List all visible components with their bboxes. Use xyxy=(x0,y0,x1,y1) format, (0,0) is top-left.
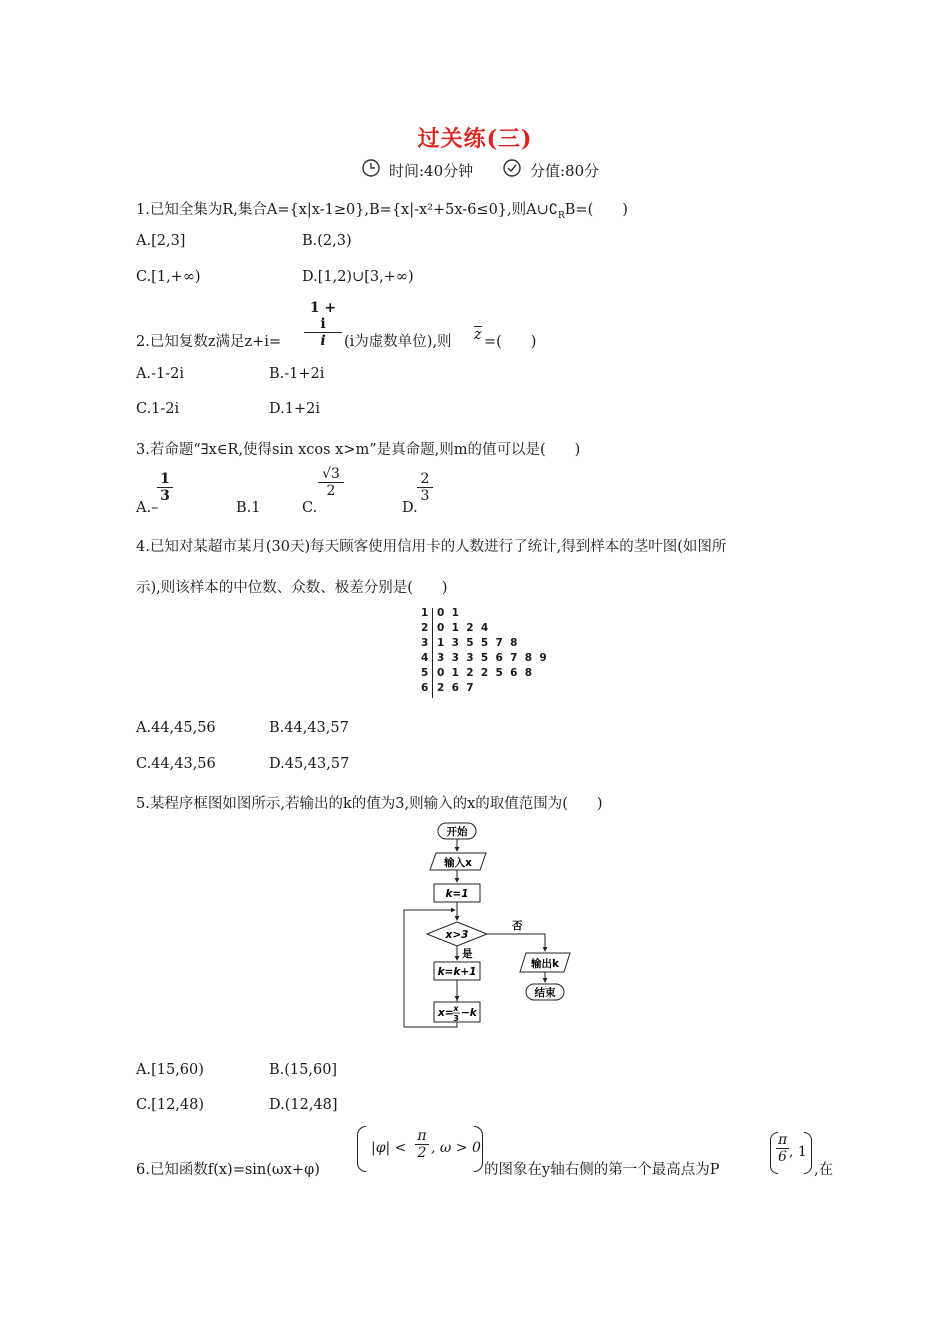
q5-option-a[interactable]: A.[15,60) xyxy=(136,1062,204,1078)
q3-option-a[interactable] xyxy=(136,500,158,516)
check-circle-icon xyxy=(502,158,522,182)
question-1-tail: B=( ) xyxy=(564,202,628,218)
q6-cond-b: , ω > 0 xyxy=(431,1140,481,1156)
flow-input-label: 输入x xyxy=(444,857,472,869)
q1-option-d[interactable]: D.[1,2)∪[3,+∞) xyxy=(302,269,414,285)
time-limit: 时间:40分钟 xyxy=(389,162,474,180)
q5-option-b[interactable]: B.(15,60] xyxy=(269,1062,338,1078)
q2-fraction-denominator: i xyxy=(320,333,326,349)
flow-assign-pre: x= xyxy=(438,1007,454,1019)
flow-decision-label: x>3 xyxy=(445,929,469,941)
q6-pi: π xyxy=(417,1128,427,1144)
stem-value: 1 xyxy=(421,607,429,619)
page-title: 过关练(三) xyxy=(417,126,533,152)
leaf-values: 0 1 2 2 5 6 8 xyxy=(437,667,533,679)
q2-option-c[interactable]: C.1-2i xyxy=(136,401,180,417)
leaf-values: 3 3 3 5 6 7 8 9 xyxy=(437,652,547,664)
q3-d-numerator: 2 xyxy=(420,471,430,487)
flow-increment-label: k=k+1 xyxy=(437,966,477,978)
clock-icon xyxy=(361,158,381,182)
q6-stem-pre: 6.已知函数f(x)=sin(ωx+φ) xyxy=(136,1162,320,1178)
q2-option-d[interactable]: D.1+2i xyxy=(269,401,320,417)
flow-assign-den: 3 xyxy=(453,1014,459,1023)
q2-stem-mid: (i为虚数单位),则 xyxy=(344,334,452,350)
flow-output-label: 输出k xyxy=(531,958,559,970)
leaf-values: 0 1 2 4 xyxy=(437,622,489,634)
flow-end-label: 结束 xyxy=(534,987,556,999)
q2-stem-tail: =( ) xyxy=(484,334,537,350)
q5-option-d[interactable]: D.(12,48] xyxy=(269,1097,338,1113)
q6-p-den: 6 xyxy=(778,1149,787,1165)
q2-fraction-numerator: 1 + i xyxy=(309,300,337,332)
q2-conjugate-z: z xyxy=(474,327,482,343)
flowchart xyxy=(400,818,580,1037)
q3-option-d-fraction xyxy=(417,471,433,504)
q4-option-b[interactable]: B.44,43,57 xyxy=(269,720,349,736)
q2-option-a[interactable]: A.-1-2i xyxy=(136,366,184,382)
q3-a-denominator: 3 xyxy=(160,488,170,504)
question-1-stem: 1.已知全集为R,集合A={x|x-1≥0},B={x|-x²+5x-6≤0},则A∪∁ xyxy=(136,202,558,218)
q6-p-num: π xyxy=(778,1132,788,1148)
question-1-subscript: R xyxy=(558,210,565,221)
stem-value: 6 xyxy=(421,682,429,694)
total-score: 分值:80分 xyxy=(530,162,600,180)
q3-d-denominator: 3 xyxy=(420,488,430,504)
q6-stem-tail: ,在 xyxy=(814,1162,834,1178)
q6-pi-over-six xyxy=(776,1132,789,1165)
leaf-values: 1 3 5 5 7 8 xyxy=(437,637,518,649)
q3-option-c-fraction xyxy=(318,466,344,499)
q6-condition xyxy=(357,1126,483,1174)
q3-option-c[interactable]: C. xyxy=(302,500,318,516)
question-1 xyxy=(136,198,628,221)
q6-point-p xyxy=(770,1132,812,1176)
q4-option-a[interactable]: A.44,45,56 xyxy=(136,720,216,736)
flow-assign-num: x xyxy=(453,1004,459,1013)
q3-c-denominator: 2 xyxy=(326,483,336,499)
flow-yes-label: 是 xyxy=(462,948,473,960)
q3-c-numerator: √3 xyxy=(322,466,340,482)
q3-option-b[interactable]: B.1 xyxy=(236,500,261,516)
q1-option-a[interactable]: A.[2,3] xyxy=(136,233,186,249)
q1-option-c[interactable]: C.[1,+∞) xyxy=(136,269,201,285)
q3-option-a-label: A. xyxy=(136,500,152,516)
q3-a-numerator: 1 xyxy=(160,471,170,487)
q2-option-b[interactable]: B.-1+2i xyxy=(269,366,325,382)
q4-option-d[interactable]: D.45,43,57 xyxy=(269,756,350,772)
q1-option-b[interactable]: B.(2,3) xyxy=(302,233,352,249)
q6-pi-over-two xyxy=(415,1128,429,1161)
flow-init-label: k=1 xyxy=(445,888,469,900)
question-4-line-1: 4.已知对某超市某月(30天)每天顾客使用信用卡的人数进行了统计,得到样本的茎叶图(如图所 xyxy=(136,539,727,555)
flow-start-label: 开始 xyxy=(446,826,468,838)
question-4-line-2: 示),则该样本的中位数、众数、极差分别是( ) xyxy=(136,580,448,596)
q3-option-a-fraction xyxy=(157,471,173,504)
q6-stem-mid: 的图象在y轴右侧的第一个最高点为P xyxy=(484,1162,720,1178)
q5-option-c[interactable]: C.[12,48) xyxy=(136,1097,205,1113)
leaf-values: 0 1 xyxy=(437,607,459,619)
question-5: 5.某程序框图如图所示,若输出的k的值为3,则输入的x的取值范围为( ) xyxy=(136,796,603,812)
q3-option-a-sign: – xyxy=(151,500,159,516)
stem-value: 2 xyxy=(421,622,429,634)
q4-option-c[interactable]: C.44,43,56 xyxy=(136,756,216,772)
q6-p-b: , 1 xyxy=(789,1144,807,1160)
q2-stem-pre: 2.已知复数z满足z+i= xyxy=(136,334,282,350)
flow-no-label: 否 xyxy=(512,920,523,932)
stem-value: 4 xyxy=(421,652,429,664)
question-3: 3.若命题“∃x∈R,使得sin xcos x>m”是真命题,则m的值可以是( ) xyxy=(136,442,581,458)
stem-value: 5 xyxy=(421,667,429,679)
q3-option-d[interactable]: D. xyxy=(402,500,418,516)
stem-value: 3 xyxy=(421,637,429,649)
leaf-values: 2 6 7 xyxy=(437,682,474,694)
q2-fraction xyxy=(304,300,342,349)
flow-assign-post: −k xyxy=(461,1007,477,1019)
q6-two: 2 xyxy=(417,1145,427,1161)
q6-cond-a: |φ| < xyxy=(371,1140,407,1156)
